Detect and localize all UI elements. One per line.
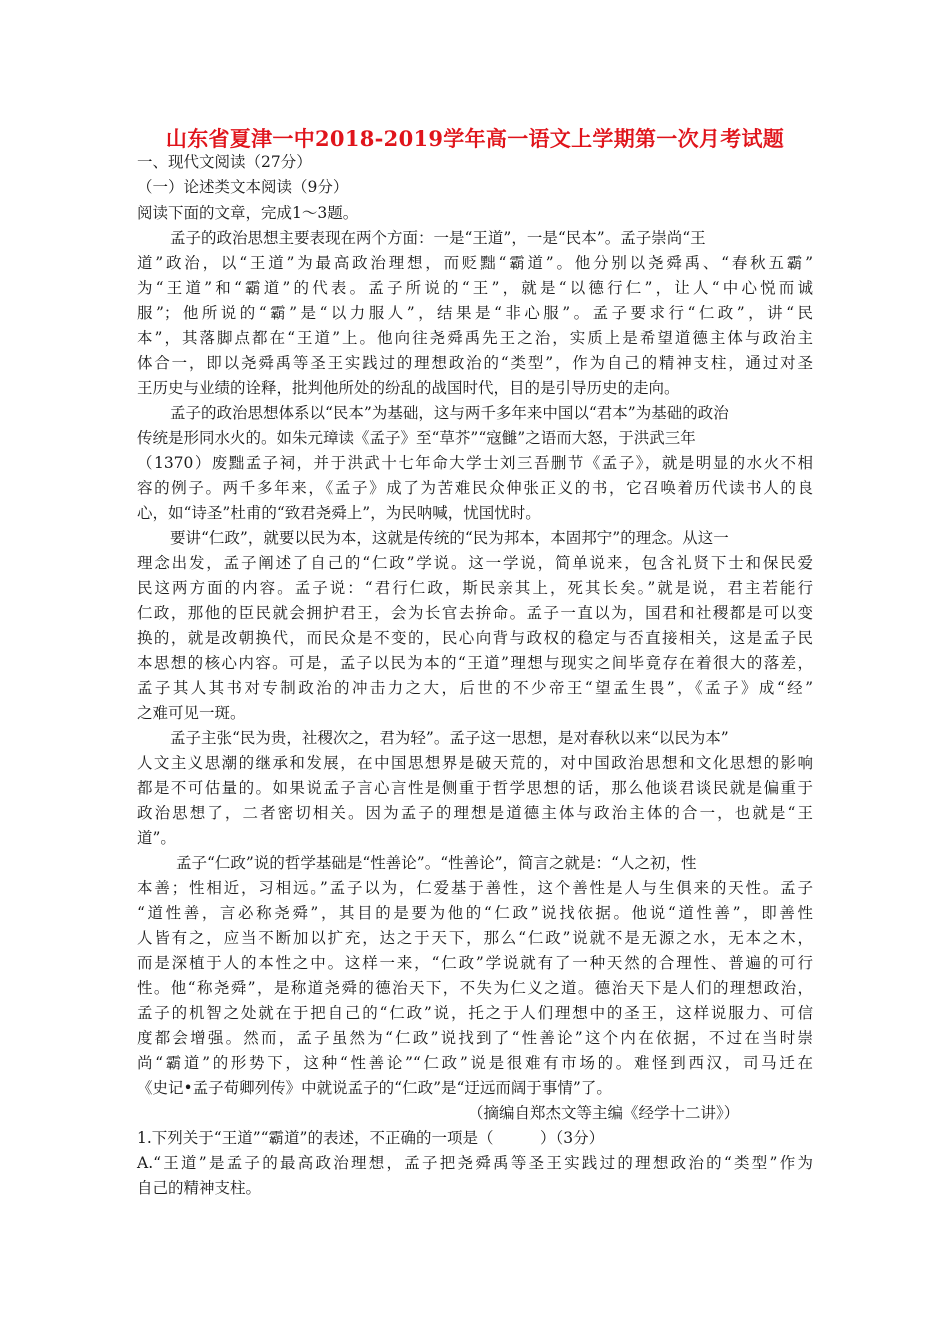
passage-line: 度都会增强。然而，孟子虽然为“仁政”说找到了“性善论”这个内在依据，不过在当时崇 xyxy=(137,1029,813,1047)
passage-line: 本思想的核心内容。可是，孟子以民为本的“王道”理想与现实之间毕竟存在着很大的落差， xyxy=(137,654,813,672)
passage-line: 都是不可估量的。如果说孟子言心言性是侧重于哲学思想的话，那么他谈君谈民就是偏重于 xyxy=(137,779,813,797)
page-title: 山东省夏津一中2018-2019学年高一语文上学期第一次月考试题 xyxy=(165,126,785,151)
passage-line: 容的例子。两千多年来，《孟子》成了为苦难民众伸张正义的书，它召唤着历代读书人的良 xyxy=(137,479,813,497)
passage-line: “道性善，言必称尧舜”，其目的是要为他的“仁政”说找依据。他说“道性善”，即善性 xyxy=(137,904,813,922)
passage-line: 《史记•孟子荀卿列传》中就说孟子的“仁政”是“迂远而阔于事情”了。 xyxy=(137,1079,612,1097)
question-1-stem: 1.下列关于“王道”“霸道”的表述，不正确的一项是（ ）（3分） xyxy=(137,1129,605,1147)
passage-line: 孟子“仁政”说的哲学基础是“性善论”。“性善论”，简言之就是：“人之初，性 xyxy=(176,854,697,872)
passage-line: 心，如“诗圣”杜甫的“致君尧舜上”，为民呐喊，忧国忧时。 xyxy=(137,504,541,522)
passage-line: 理念出发，孟子阐述了自己的“仁政”学说。这一学说，简单说来，包含礼贤下士和保民爱 xyxy=(137,554,813,572)
passage-line: 孟子主张“民为贵，社稷次之，君为轻”。孟子这一思想，是对春秋以来“以民为本” xyxy=(170,729,729,747)
passage-line: 道”。 xyxy=(137,829,176,847)
section-heading: 一、现代文阅读（27分） xyxy=(137,153,312,171)
passage-line: 孟子的政治思想主要表现在两个方面：一是“王道”，一是“民本”。孟子崇尚“王 xyxy=(170,229,706,247)
subsection-heading: （一）论述类文本阅读（9分） xyxy=(137,178,349,196)
reading-instruction: 阅读下面的文章，完成1～3题。 xyxy=(137,204,359,222)
passage-line: 人文主义思潮的继承和发展，在中国思想界是破天荒的，对中国政治思想和文化思想的影响 xyxy=(137,754,813,772)
passage-line: 人皆有之，应当不断加以扩充，达之于天下，那么“仁政”说就不是无源之水，无本之木， xyxy=(137,929,813,947)
source-note: （摘编自郑杰文等主编《经学十二讲》） xyxy=(468,1104,740,1122)
passage-line: 仁政，那他的臣民就会拥护君王，会为长官去拚命。孟子一直以为，国君和社稷都是可以变 xyxy=(137,604,813,622)
passage-line: 而是深植于人的本性之中。这样一来，“仁政”学说就有了一种天然的合理性、普遍的可行 xyxy=(137,954,813,972)
passage-line: 政治思想了，二者密切相关。因为孟子的理想是道德主体与政治主体的合一，也就是“王 xyxy=(137,804,813,822)
passage-line: 换的，就是改朝换代，而民众是不变的，民心向背与政权的稳定与否直接相关，这是孟子民 xyxy=(137,629,813,647)
passage-line: 孟子其人其书对专制政治的冲击力之大，后世的不少帝王“望孟生畏”，《孟子》成“经” xyxy=(137,679,813,697)
passage-line: 要讲“仁政”，就要以民为本，这就是传统的“民为邦本，本固邦宁”的理念。从这一 xyxy=(170,529,729,547)
passage-line: 孟子的政治思想体系以“民本”为基础，这与两千多年来中国以“君本”为基础的政治 xyxy=(170,404,729,422)
question-1-option-a-continued: 自己的精神支柱。 xyxy=(137,1179,262,1197)
passage-line: 性。他“称尧舜”，是称道尧舜的德治天下，不失为仁义之道。德治天下是人们的理想政治， xyxy=(137,979,813,997)
passage-line: 孟子的机智之处就在于把自己的“仁政”说，托之于人们理想中的圣王，这样说服力、可信 xyxy=(137,1004,813,1022)
passage-line: 传统是形同水火的。如朱元璋读《孟子》至“草芥”“寇雠”之语而大怒，于洪武三年 xyxy=(137,429,696,447)
passage-line: 道”政治，以“王道”为最高政治理想，而贬黜“霸道”。他分别以尧舜禹、“春秋五霸” xyxy=(137,254,813,272)
passage-line: 本”，其落脚点都在“王道”上。他向往尧舜禹先王之治，实质上是希望道德主体与政治主 xyxy=(137,329,813,347)
passage-line: 体合一，即以尧舜禹等圣王实践过的理想政治的“类型”，作为自己的精神支柱，通过对圣 xyxy=(137,354,813,372)
passage-line: 尚“霸道”的形势下，这种“性善论”“仁政”说是很难有市场的。难怪到西汉，司马迁在 xyxy=(137,1054,813,1072)
passage-line: 王历史与业绩的诠释，批判他所处的纷乱的战国时代，目的是引导历史的走向。 xyxy=(137,379,680,397)
passage-line: 为“王道”和“霸道”的代表。孟子所说的“王”，就是“以德行仁”，让人“中心悦而诚 xyxy=(137,279,813,297)
question-1-option-a: A.“王道”是孟子的最高政治理想，孟子把尧舜禹等圣王实践过的理想政治的“类型”作为 xyxy=(137,1154,813,1172)
passage-line: （1370）废黜孟子祠，并于洪武十七年命大学士刘三吾删节《孟子》，就是明显的水火不相 xyxy=(137,454,813,472)
passage-line: 之难可见一斑。 xyxy=(137,704,246,722)
passage-line: 本善；性相近，习相远。”孟子以为，仁爱基于善性，这个善性是人与生俱来的天性。孟子 xyxy=(137,879,813,897)
passage-line: 民这两方面的内容。孟子说：“君行仁政，斯民亲其上，死其长矣。”就是说，君主若能行 xyxy=(137,579,813,597)
passage-line: 服”；他所说的“霸”是“以力服人”，结果是“非心服”。孟子要求行“仁政”，讲“民 xyxy=(137,304,813,322)
